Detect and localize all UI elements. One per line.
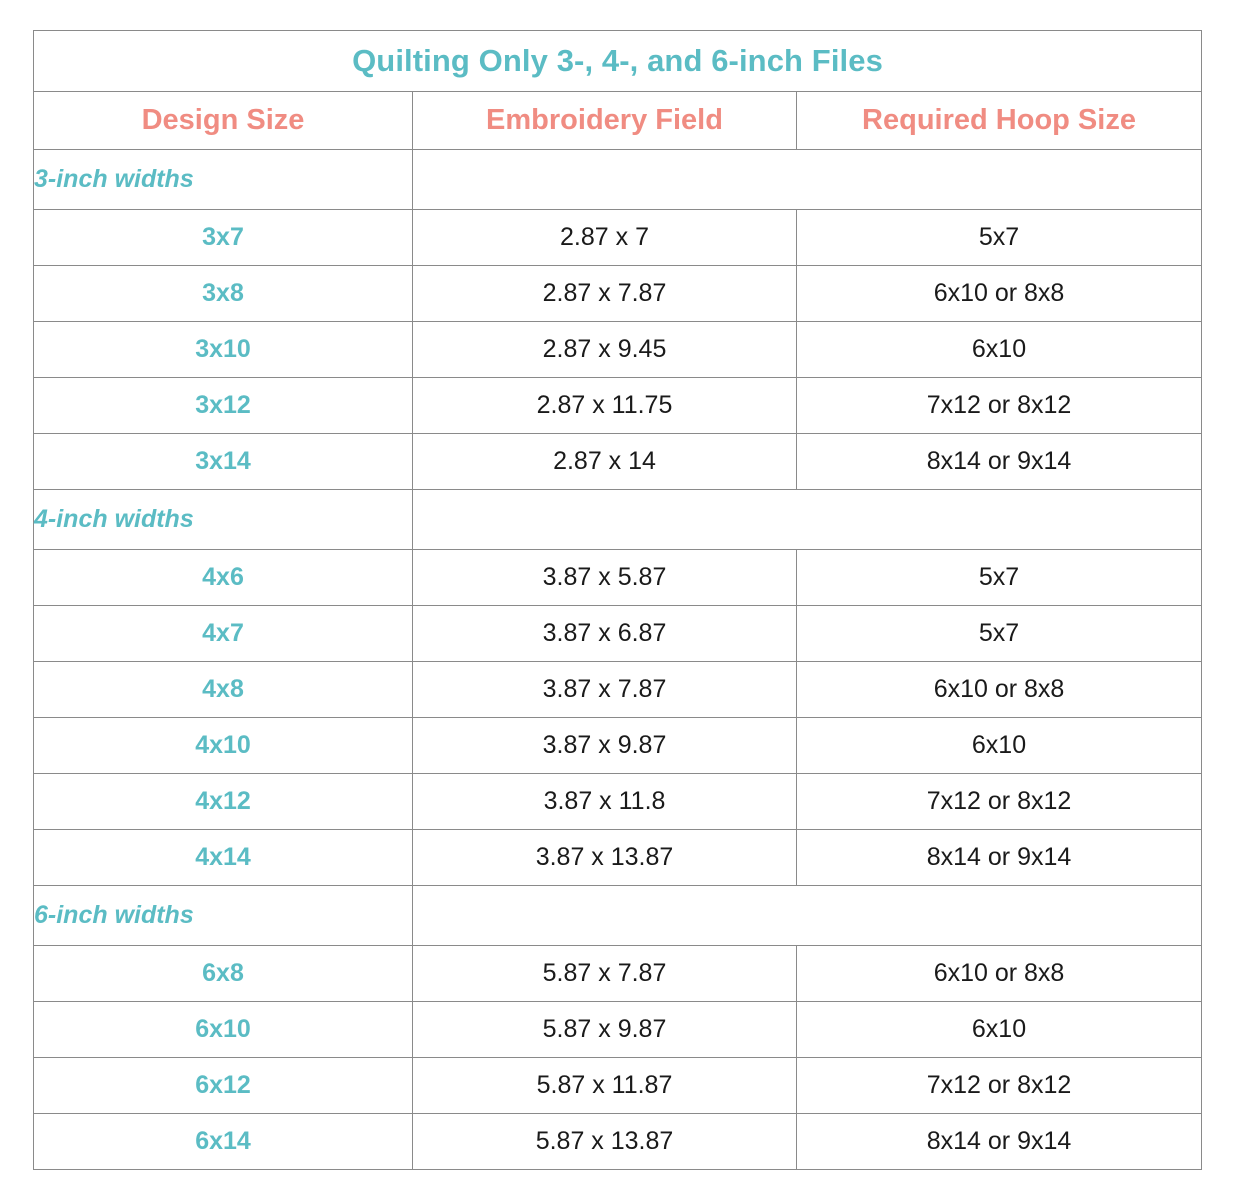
design-size-cell: 4x10 [34,718,413,774]
quilting-size-table [33,30,1202,1170]
design-size-cell: 4x14 [34,830,413,886]
table-title: Quilting Only 3-, 4-, and 6-inch Files [34,31,1202,92]
design-size-cell: 3x8 [34,266,413,322]
required-hoop-size-cell: 6x10 [797,1002,1202,1058]
required-hoop-size-cell: 6x10 [797,322,1202,378]
table-row [34,946,1202,1002]
table-row [34,1114,1202,1170]
table-row [34,1002,1202,1058]
table-header-row [34,92,1202,150]
required-hoop-size-cell: 7x12 or 8x12 [797,774,1202,830]
embroidery-field-cell: 2.87 x 7.87 [413,266,797,322]
design-size-cell: 3x10 [34,322,413,378]
required-hoop-size-cell: 7x12 or 8x12 [797,1058,1202,1114]
required-hoop-size-cell: 6x10 or 8x8 [797,946,1202,1002]
required-hoop-size-cell: 5x7 [797,550,1202,606]
required-hoop-size-cell: 6x10 [797,718,1202,774]
table-row [34,378,1202,434]
table-row [34,322,1202,378]
required-hoop-size-cell: 8x14 or 9x14 [797,1114,1202,1170]
group-spacer [413,150,1202,210]
table-row [34,1058,1202,1114]
embroidery-field-cell: 2.87 x 11.75 [413,378,797,434]
design-size-cell: 3x7 [34,210,413,266]
required-hoop-size-cell: 5x7 [797,606,1202,662]
embroidery-field-cell: 5.87 x 9.87 [413,1002,797,1058]
embroidery-field-cell: 5.87 x 7.87 [413,946,797,1002]
table-body [34,31,1202,1170]
table-row [34,266,1202,322]
table-row [34,606,1202,662]
design-size-cell: 4x8 [34,662,413,718]
group-spacer [413,490,1202,550]
column-header-required-hoop-size: Required Hoop Size [797,92,1202,150]
group-spacer [413,886,1202,946]
embroidery-field-cell: 3.87 x 7.87 [413,662,797,718]
required-hoop-size-cell: 5x7 [797,210,1202,266]
required-hoop-size-cell: 8x14 or 9x14 [797,830,1202,886]
group-header-row [34,150,1202,210]
design-size-cell: 6x12 [34,1058,413,1114]
design-size-cell: 6x10 [34,1002,413,1058]
design-size-cell: 3x14 [34,434,413,490]
embroidery-field-cell: 5.87 x 13.87 [413,1114,797,1170]
table-title-row [34,31,1202,92]
table-row [34,830,1202,886]
embroidery-field-cell: 3.87 x 9.87 [413,718,797,774]
table-row [34,434,1202,490]
group-label-3-inch: 3-inch widths [34,150,413,210]
table-row [34,774,1202,830]
required-hoop-size-cell: 7x12 or 8x12 [797,378,1202,434]
design-size-cell: 3x12 [34,378,413,434]
table-row [34,210,1202,266]
embroidery-field-cell: 3.87 x 6.87 [413,606,797,662]
embroidery-field-cell: 2.87 x 9.45 [413,322,797,378]
embroidery-field-cell: 3.87 x 5.87 [413,550,797,606]
embroidery-field-cell: 3.87 x 13.87 [413,830,797,886]
group-header-row [34,886,1202,946]
group-header-row [34,490,1202,550]
column-header-design-size: Design Size [34,92,413,150]
design-size-cell: 4x6 [34,550,413,606]
design-size-cell: 6x14 [34,1114,413,1170]
table-row [34,550,1202,606]
design-size-cell: 6x8 [34,946,413,1002]
table-row [34,662,1202,718]
embroidery-field-cell: 2.87 x 14 [413,434,797,490]
embroidery-field-cell: 3.87 x 11.8 [413,774,797,830]
required-hoop-size-cell: 8x14 or 9x14 [797,434,1202,490]
group-label-6-inch: 6-inch widths [34,886,413,946]
group-label-4-inch: 4-inch widths [34,490,413,550]
required-hoop-size-cell: 6x10 or 8x8 [797,662,1202,718]
table-row [34,718,1202,774]
column-header-embroidery-field: Embroidery Field [413,92,797,150]
design-size-cell: 4x12 [34,774,413,830]
design-size-cell: 4x7 [34,606,413,662]
required-hoop-size-cell: 6x10 or 8x8 [797,266,1202,322]
embroidery-field-cell: 2.87 x 7 [413,210,797,266]
embroidery-field-cell: 5.87 x 11.87 [413,1058,797,1114]
